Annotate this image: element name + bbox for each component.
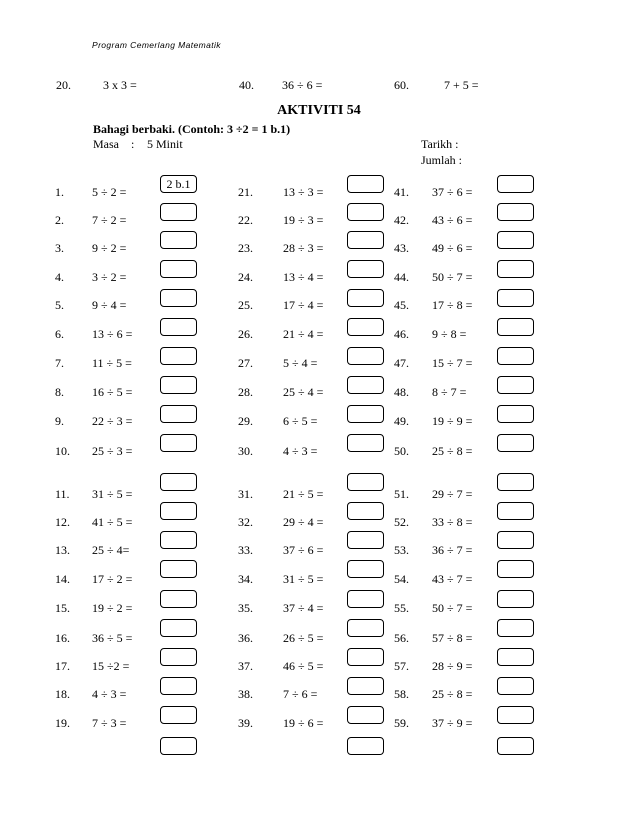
question-expression: 5 ÷ 4 = — [283, 356, 318, 370]
answer-box[interactable] — [160, 434, 197, 452]
question-number: 48. — [394, 385, 409, 399]
answer-box[interactable] — [347, 203, 384, 221]
question-number: 29. — [238, 414, 253, 428]
answer-box[interactable] — [497, 560, 534, 578]
question-number: 16. — [55, 631, 70, 645]
question-number: 58. — [394, 687, 409, 701]
answer-box[interactable] — [497, 405, 534, 423]
instruction-text: Bahagi berbaki. (Contoh: 3 ÷2 = 1 b.1) — [93, 122, 291, 136]
question-expression: 28 ÷ 9 = — [432, 659, 473, 673]
answer-box[interactable] — [347, 231, 384, 249]
answer-box[interactable] — [497, 318, 534, 336]
question-number: 45. — [394, 298, 409, 312]
question-number: 21. — [238, 185, 253, 199]
question-expression: 19 ÷ 6 = — [283, 716, 324, 730]
answer-box[interactable] — [347, 318, 384, 336]
extra-answer-box-3[interactable] — [497, 737, 534, 755]
question-expression: 13 ÷ 6 = — [92, 327, 133, 341]
masa-separator: : — [131, 137, 135, 151]
answer-box[interactable] — [347, 619, 384, 637]
question-number: 24. — [238, 270, 253, 284]
question-number: 43. — [394, 241, 409, 255]
question-number: 27. — [238, 356, 253, 370]
question-expression: 50 ÷ 7 = — [432, 601, 473, 615]
question-expression: 43 ÷ 6 = — [432, 213, 473, 227]
question-number: 57. — [394, 659, 409, 673]
question-number: 30. — [238, 444, 253, 458]
question-expression: 9 ÷ 4 = — [92, 298, 127, 312]
extra-answer-box-1[interactable] — [160, 737, 197, 755]
question-expression: 31 ÷ 5 = — [92, 487, 133, 501]
question-number: 59. — [394, 716, 409, 730]
question-expression: 37 ÷ 6 = — [432, 185, 473, 199]
question-expression: 11 ÷ 5 = — [92, 356, 132, 370]
question-number: 35. — [238, 601, 253, 615]
answer-box[interactable] — [160, 203, 197, 221]
answer-box[interactable] — [160, 473, 197, 491]
answer-box[interactable] — [497, 434, 534, 452]
question-expression: 17 ÷ 2 = — [92, 572, 133, 586]
question-number: 39. — [238, 716, 253, 730]
answer-box[interactable] — [497, 648, 534, 666]
question-number: 6. — [55, 327, 64, 341]
question-number: 11. — [55, 487, 70, 501]
question-number: 47. — [394, 356, 409, 370]
question-number: 46. — [394, 327, 409, 341]
answer-box[interactable] — [497, 677, 534, 695]
question-expression: 7 ÷ 3 = — [92, 716, 127, 730]
extra-answer-box-2[interactable] — [347, 737, 384, 755]
question-expression: 25 ÷ 4= — [92, 543, 130, 557]
question-expression: 9 ÷ 2 = — [92, 241, 127, 255]
question-expression: 25 ÷ 8 = — [432, 687, 473, 701]
top-q20-number: 20. — [56, 78, 71, 92]
answer-box[interactable] — [497, 473, 534, 491]
question-expression: 13 ÷ 4 = — [283, 270, 324, 284]
question-number: 14. — [55, 572, 70, 586]
question-number: 10. — [55, 444, 70, 458]
program-header: Program Cemerlang Matematik — [92, 40, 221, 50]
answer-box[interactable] — [497, 347, 534, 365]
example-answer-box[interactable]: 2 b.1 — [160, 175, 197, 193]
answer-box[interactable] — [347, 434, 384, 452]
answer-box[interactable] — [347, 531, 384, 549]
top-q60-number: 60. — [394, 78, 409, 92]
question-expression: 57 ÷ 8 = — [432, 631, 473, 645]
answer-box[interactable] — [497, 260, 534, 278]
tarikh-label: Tarikh : — [421, 137, 459, 151]
answer-box[interactable] — [160, 590, 197, 608]
question-expression: 4 ÷ 3 = — [283, 444, 318, 458]
question-expression: 21 ÷ 5 = — [283, 487, 324, 501]
question-expression: 28 ÷ 3 = — [283, 241, 324, 255]
page-title: AKTIVITI 54 — [277, 103, 361, 118]
answer-box[interactable] — [160, 677, 197, 695]
answer-box[interactable] — [497, 590, 534, 608]
question-number: 18. — [55, 687, 70, 701]
answer-box[interactable] — [497, 531, 534, 549]
question-expression: 3 ÷ 2 = — [92, 270, 127, 284]
question-expression: 5 ÷ 2 = — [92, 185, 127, 199]
question-expression: 37 ÷ 9 = — [432, 716, 473, 730]
top-q40-expr: 36 ÷ 6 = — [282, 78, 323, 92]
question-expression: 21 ÷ 4 = — [283, 327, 324, 341]
question-expression: 49 ÷ 6 = — [432, 241, 473, 255]
answer-box[interactable] — [160, 260, 197, 278]
question-number: 2. — [55, 213, 64, 227]
answer-box[interactable] — [160, 706, 197, 724]
question-expression: 26 ÷ 5 = — [283, 631, 324, 645]
answer-box[interactable] — [497, 203, 534, 221]
question-number: 53. — [394, 543, 409, 557]
question-expression: 17 ÷ 8 = — [432, 298, 473, 312]
top-q60-expr: 7 + 5 = — [444, 78, 479, 92]
question-expression: 36 ÷ 5 = — [92, 631, 133, 645]
question-number: 13. — [55, 543, 70, 557]
question-expression: 43 ÷ 7 = — [432, 572, 473, 586]
question-number: 31. — [238, 487, 253, 501]
answer-box[interactable] — [160, 648, 197, 666]
jumlah-label: Jumlah : — [421, 153, 462, 167]
question-expression: 50 ÷ 7 = — [432, 270, 473, 284]
question-expression: 25 ÷ 3 = — [92, 444, 133, 458]
question-expression: 29 ÷ 7 = — [432, 487, 473, 501]
question-number: 55. — [394, 601, 409, 615]
question-number: 33. — [238, 543, 253, 557]
answer-box[interactable] — [160, 231, 197, 249]
answer-box[interactable] — [347, 590, 384, 608]
answer-box[interactable] — [160, 376, 197, 394]
answer-box[interactable] — [160, 347, 197, 365]
answer-box[interactable] — [347, 677, 384, 695]
question-expression: 13 ÷ 3 = — [283, 185, 324, 199]
question-expression: 19 ÷ 9 = — [432, 414, 473, 428]
question-number: 8. — [55, 385, 64, 399]
question-number: 7. — [55, 356, 64, 370]
answer-box[interactable] — [347, 175, 384, 193]
question-number: 1. — [55, 185, 64, 199]
question-expression: 41 ÷ 5 = — [92, 515, 133, 529]
answer-box[interactable] — [347, 473, 384, 491]
question-number: 22. — [238, 213, 253, 227]
question-expression: 15 ÷2 = — [92, 659, 130, 673]
answer-box[interactable] — [497, 175, 534, 193]
question-expression: 36 ÷ 7 = — [432, 543, 473, 557]
answer-box[interactable] — [347, 376, 384, 394]
question-expression: 19 ÷ 3 = — [283, 213, 324, 227]
answer-box[interactable] — [347, 502, 384, 520]
question-expression: 46 ÷ 5 = — [283, 659, 324, 673]
question-number: 12. — [55, 515, 70, 529]
question-expression: 8 ÷ 7 = — [432, 385, 467, 399]
question-number: 41. — [394, 185, 409, 199]
top-q40-number: 40. — [239, 78, 254, 92]
question-number: 34. — [238, 572, 253, 586]
question-number: 23. — [238, 241, 253, 255]
question-number: 9. — [55, 414, 64, 428]
question-number: 37. — [238, 659, 253, 673]
question-expression: 33 ÷ 8 = — [432, 515, 473, 529]
question-number: 26. — [238, 327, 253, 341]
question-number: 28. — [238, 385, 253, 399]
top-q20-expr: 3 x 3 = — [103, 78, 137, 92]
question-expression: 7 ÷ 6 = — [283, 687, 318, 701]
question-expression: 4 ÷ 3 = — [92, 687, 127, 701]
answer-box[interactable] — [347, 648, 384, 666]
question-expression: 22 ÷ 3 = — [92, 414, 133, 428]
answer-box[interactable] — [160, 289, 197, 307]
question-expression: 37 ÷ 4 = — [283, 601, 324, 615]
question-number: 49. — [394, 414, 409, 428]
question-number: 56. — [394, 631, 409, 645]
question-expression: 7 ÷ 2 = — [92, 213, 127, 227]
question-number: 25. — [238, 298, 253, 312]
question-number: 32. — [238, 515, 253, 529]
question-expression: 9 ÷ 8 = — [432, 327, 467, 341]
answer-box[interactable] — [347, 347, 384, 365]
answer-box[interactable] — [347, 260, 384, 278]
question-expression: 29 ÷ 4 = — [283, 515, 324, 529]
question-number: 50. — [394, 444, 409, 458]
answer-box[interactable] — [347, 706, 384, 724]
question-number: 51. — [394, 487, 409, 501]
question-expression: 19 ÷ 2 = — [92, 601, 133, 615]
question-number: 15. — [55, 601, 70, 615]
answer-box[interactable] — [497, 502, 534, 520]
question-number: 4. — [55, 270, 64, 284]
answer-box[interactable] — [160, 619, 197, 637]
question-number: 19. — [55, 716, 70, 730]
question-expression: 25 ÷ 8 = — [432, 444, 473, 458]
masa-value: 5 Minit — [147, 137, 183, 151]
answer-box[interactable] — [497, 231, 534, 249]
answer-box[interactable] — [497, 706, 534, 724]
question-number: 38. — [238, 687, 253, 701]
question-number: 17. — [55, 659, 70, 673]
answer-box[interactable] — [160, 531, 197, 549]
answer-box[interactable] — [497, 619, 534, 637]
question-expression: 6 ÷ 5 = — [283, 414, 318, 428]
question-number: 54. — [394, 572, 409, 586]
question-expression: 25 ÷ 4 = — [283, 385, 324, 399]
question-expression: 17 ÷ 4 = — [283, 298, 324, 312]
question-expression: 37 ÷ 6 = — [283, 543, 324, 557]
masa-label: Masa — [93, 137, 119, 151]
answer-box[interactable] — [160, 318, 197, 336]
question-number: 44. — [394, 270, 409, 284]
question-expression: 15 ÷ 7 = — [432, 356, 473, 370]
question-number: 5. — [55, 298, 64, 312]
answer-box[interactable] — [160, 502, 197, 520]
answer-box[interactable] — [347, 405, 384, 423]
question-expression: 31 ÷ 5 = — [283, 572, 324, 586]
question-number: 3. — [55, 241, 64, 255]
question-number: 52. — [394, 515, 409, 529]
answer-box[interactable] — [160, 560, 197, 578]
question-expression: 16 ÷ 5 = — [92, 385, 133, 399]
question-number: 42. — [394, 213, 409, 227]
answer-box[interactable] — [497, 289, 534, 307]
answer-box[interactable] — [347, 560, 384, 578]
answer-box[interactable] — [347, 289, 384, 307]
answer-box[interactable] — [160, 405, 197, 423]
question-number: 36. — [238, 631, 253, 645]
answer-box[interactable] — [497, 376, 534, 394]
